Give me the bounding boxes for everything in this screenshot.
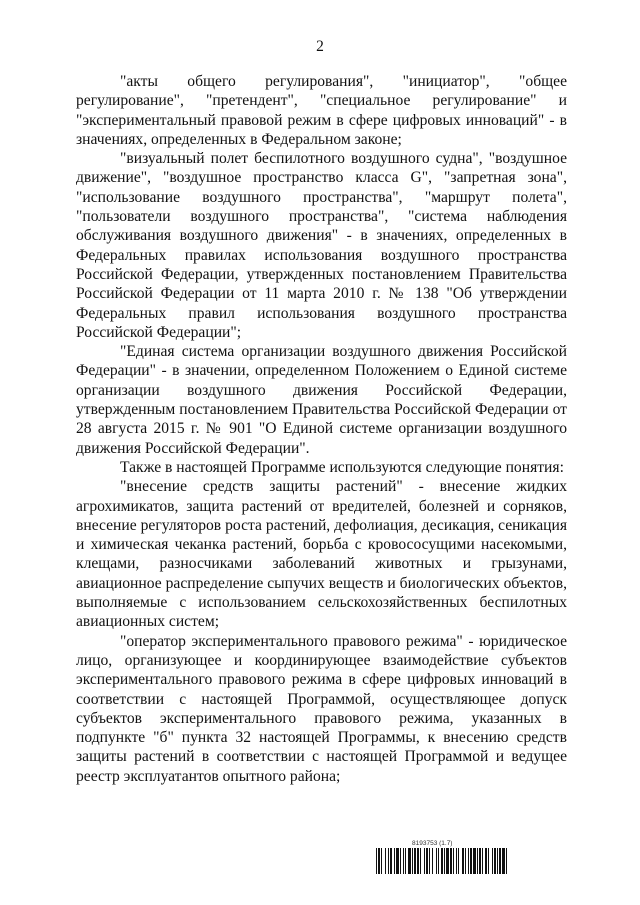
paragraph-term-plant-protection: "внесение средств защиты растений" - внесение жидких агрохимикатов, защита растений от вредителей, болезней и сорняков, внесение регуляторов роста растений, дефолиация, десикация, сеникация и химическая чеканка растений, борьба с кровососущими насекомыми, клещами, разносчиками заболеваний животных и грызунами, авиационное распределение сыпучих веществ и биологических объектов, выполняемые с использованием сельскохозяйственных беспилотных авиационных систем; (76, 478, 567, 631)
barcode-bar (378, 848, 380, 874)
paragraph-terms-airspace-rules: "визуальный полет беспилотного воздушного судна", "воздушное движение", "воздушное пространство класса G", "запретная зона", "использование воздушного пространства", "маршрут полета", "пользователи воздушного пространства", "система наблюдения обслуживания воздушного движения" - в значениях, определенных в Федеральных правилах использования воздушного пространства Российской Федерации, утвержденных постановлением Правительства Российской Федерации от 11 марта 2010 г. № 138 "Об утверждении Федеральных правил использования воздушного пространства Российской Федерации"; (76, 150, 567, 341)
barcode-bar (488, 848, 489, 874)
barcode-bar (456, 848, 457, 874)
barcode-bar (479, 848, 481, 874)
barcode-bar (446, 848, 449, 874)
barcode-bar (462, 848, 464, 874)
paragraph-terms-federal-law: "акты общего регулирования", "инициатор", "общее регулирование", "претендент", "специальное регулирование" и "экспериментальный правовой режим в сфере цифровых инноваций" - в значениях, определенных в Федеральном законе; (76, 73, 567, 148)
barcode-bar (417, 848, 419, 874)
barcode-bar (429, 848, 430, 874)
barcode-number: 8193753 (1.7) (412, 840, 453, 847)
paragraph-terms-air-traffic-system: "Единая система организации воздушного движения Российской Федерации" - в значении, определенном Положением о Единой системе организации воздушного движения Российской Федерации, утвержденным постановлением Правительства Российской Федерации от 28 августа 2015 г. № 901 "О Единой системе организации воздушного движения Российской Федерации". (76, 343, 567, 457)
barcode-bar (492, 848, 493, 874)
barcode-bar (485, 848, 487, 874)
barcode-bar (506, 848, 507, 874)
barcode-bar (477, 848, 478, 874)
barcode-bar (426, 848, 428, 874)
barcode-bar (502, 848, 505, 874)
barcode-bar (465, 848, 466, 874)
barcode-bar (473, 848, 476, 874)
barcode-bar (482, 848, 483, 874)
barcode-icon (376, 848, 578, 874)
barcode-bar (494, 848, 496, 874)
barcode-bar (499, 848, 501, 874)
barcode-bar (405, 848, 406, 874)
barcode-bar (432, 848, 433, 874)
barcode-bar (412, 848, 413, 874)
barcode-bar (450, 848, 452, 874)
paragraph-additional-terms-intro: Также в настоящей Программе используются следующие понятия: (120, 458, 564, 476)
barcode-bar (468, 848, 469, 874)
barcode-bar (403, 848, 404, 874)
barcode-bar (400, 848, 401, 874)
barcode-bar (396, 848, 399, 874)
paragraph-term-regime-operator: "оператор экспериментального правового режима" - юридическое лицо, организующее и координирующее взаимодействие субъектов экспериментального правового режима в сфере цифровых инноваций в соответствии с настоящей Программой, осуществляющее допуск субъектов экспериментального правового режима, указанных в подпункте "б" пункта 32 настоящей Программы, к внесению средств защиты растений в соответствии с настоящей Программой и ведущее реестр эксплуатантов опытного района; (76, 632, 567, 785)
barcode-bar (376, 848, 377, 874)
barcode-bar (420, 848, 421, 874)
barcode-bar (408, 848, 411, 874)
barcode-bar (394, 848, 395, 874)
barcode-bar (497, 848, 498, 874)
barcode-bar (470, 848, 472, 874)
barcode-bar (424, 848, 425, 874)
barcode-bar (388, 848, 389, 874)
barcode-bar (436, 848, 437, 874)
barcode-bar (458, 848, 459, 874)
page-number: 2 (316, 38, 324, 55)
barcode-bar (385, 848, 386, 874)
barcode-bar (381, 848, 382, 874)
body-text (76, 72, 567, 786)
barcode-bar (438, 848, 439, 874)
barcode-bar (390, 848, 392, 874)
barcode-bar (444, 848, 445, 874)
document-barcode (376, 840, 578, 880)
barcode-bar (453, 848, 454, 874)
barcode-bar (441, 848, 443, 874)
barcode-bar (414, 848, 416, 874)
